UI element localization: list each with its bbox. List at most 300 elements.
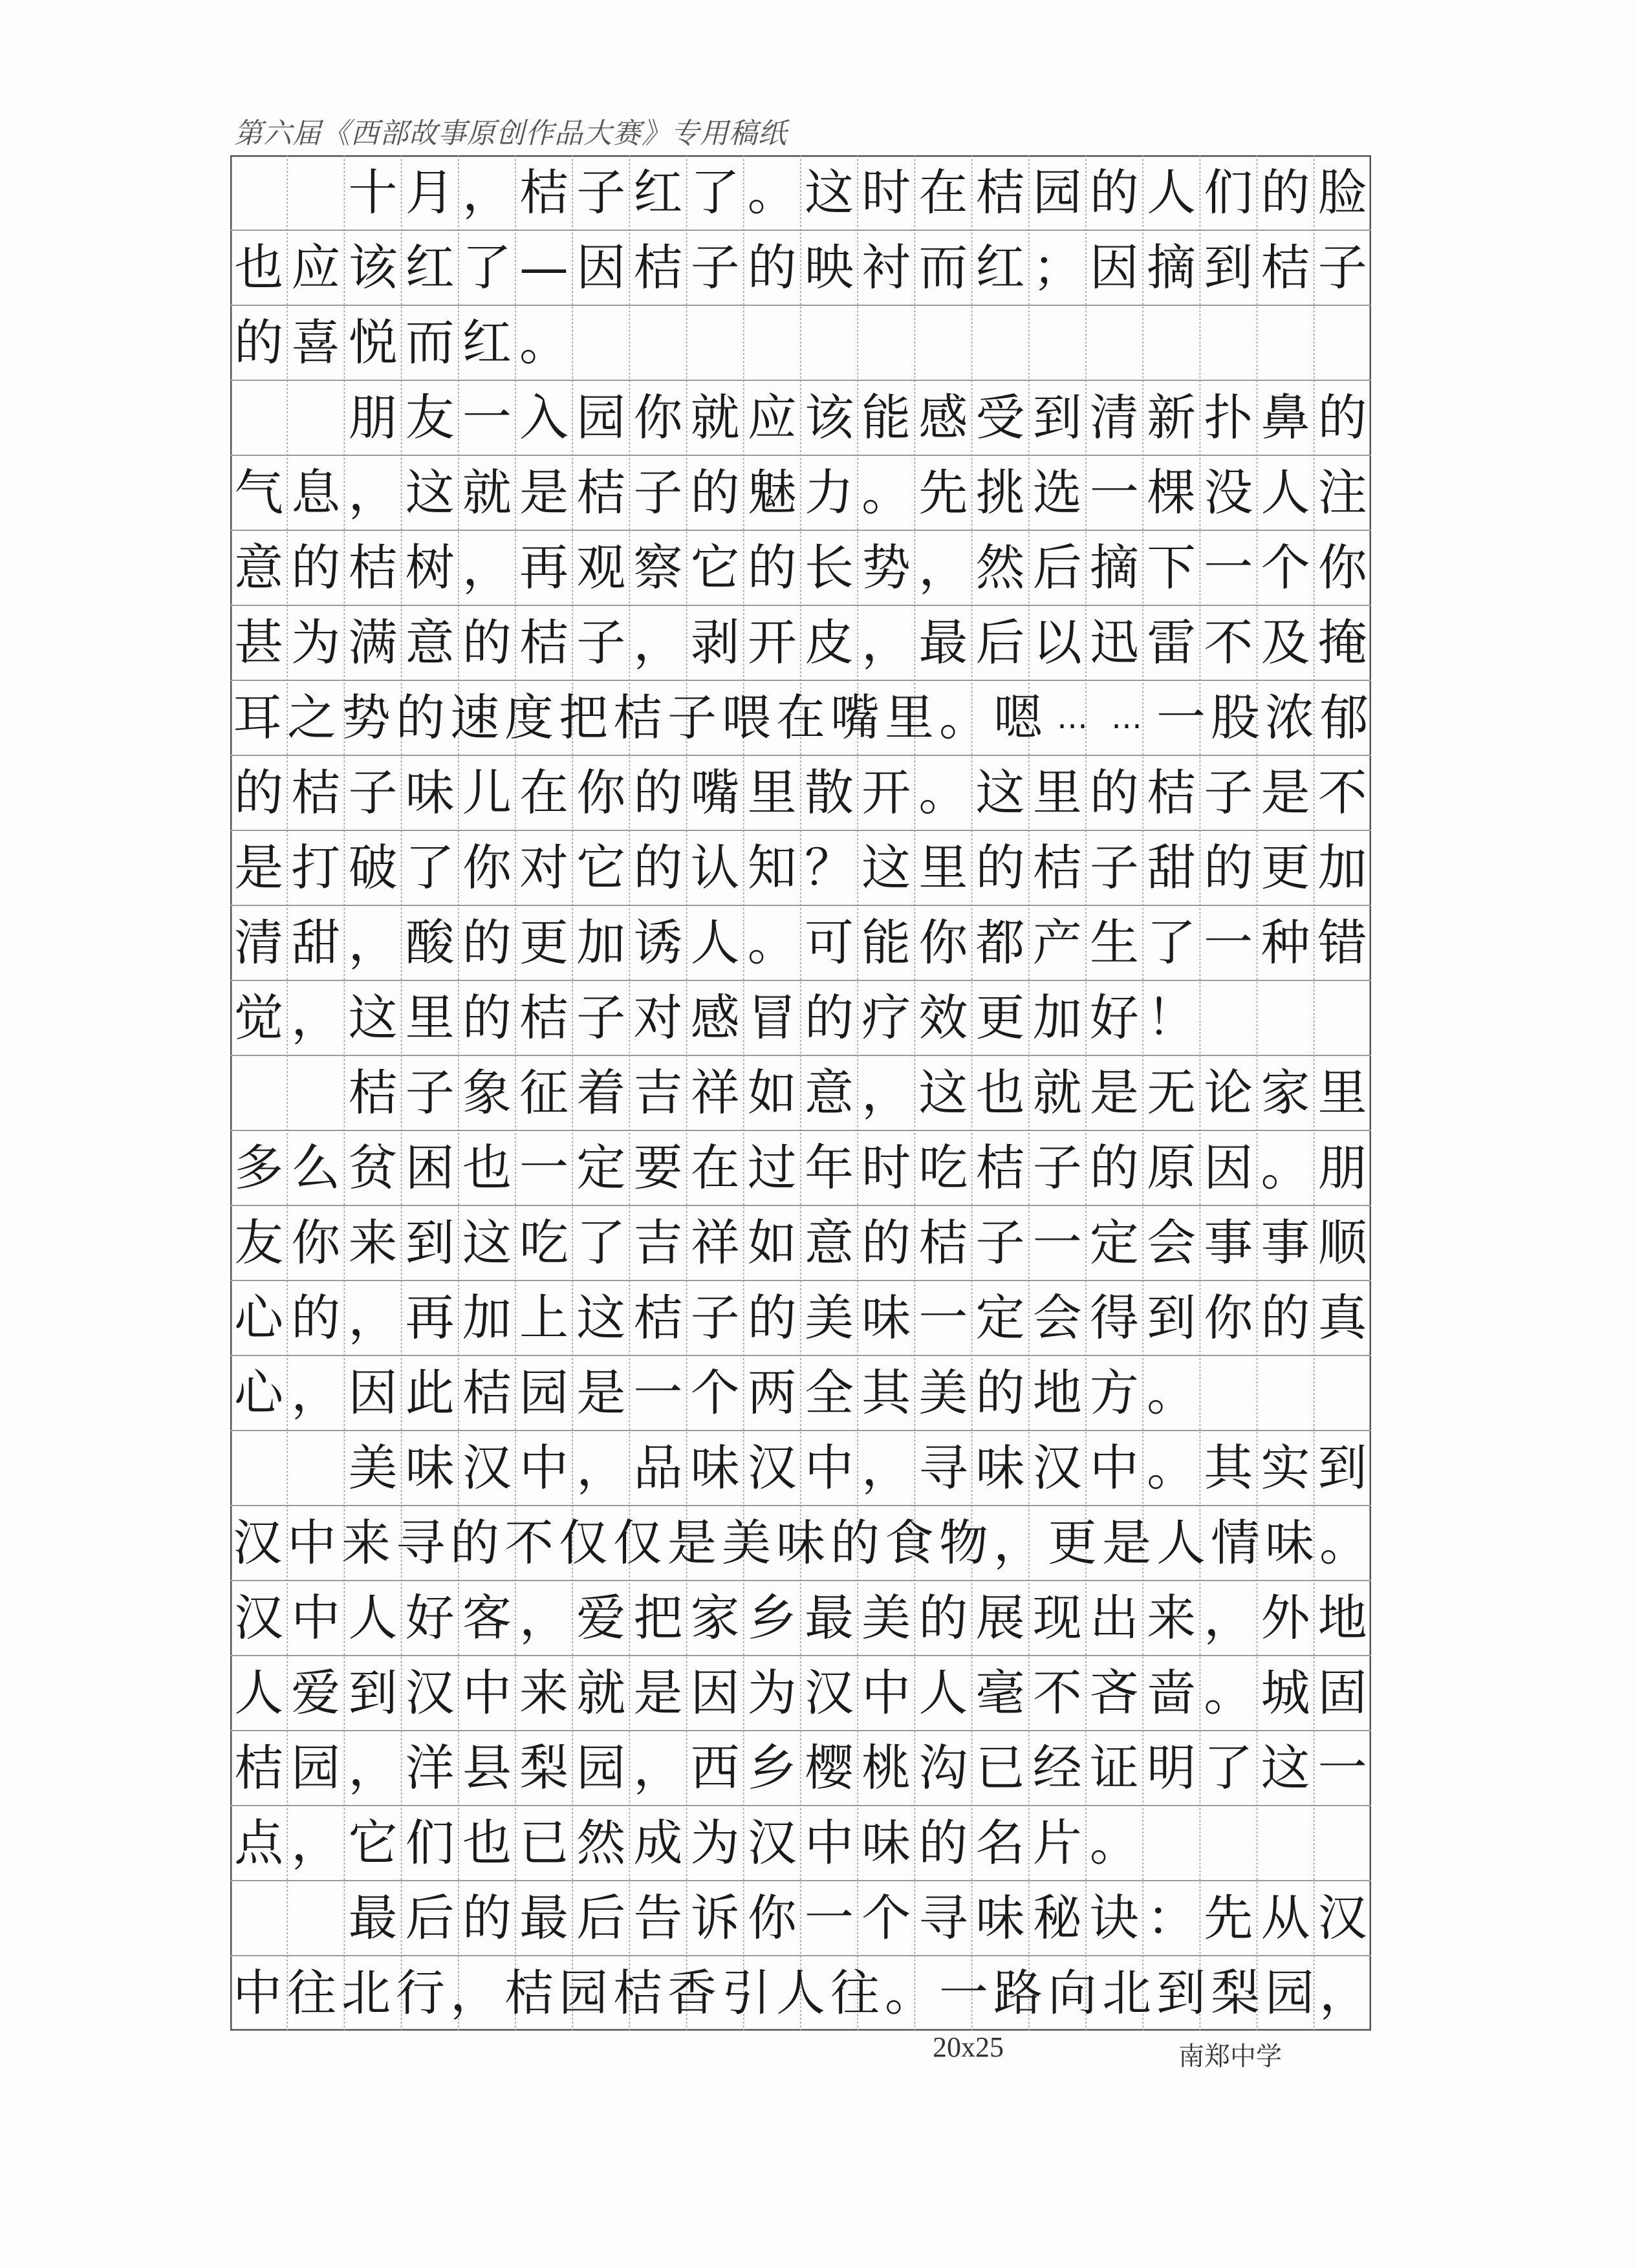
character-cell: 嗯	[993, 689, 1043, 746]
character-cell: 吉	[633, 1214, 683, 1271]
character-cell: 品	[633, 1439, 683, 1496]
character-cell: 成	[633, 1814, 683, 1872]
character-cell: 汉	[1032, 1439, 1082, 1496]
character-cell: 喜	[291, 314, 341, 371]
character-cell: 桔	[519, 614, 569, 671]
writing-grid	[230, 155, 1371, 2031]
character-cell: 你	[576, 764, 626, 821]
character-cell: 后	[1032, 539, 1082, 596]
character-cell: 子	[576, 614, 626, 671]
text-line	[230, 530, 1371, 605]
character-cell: 子	[576, 164, 626, 221]
character-cell: 会	[1147, 1214, 1196, 1271]
character-cell: 就	[690, 389, 740, 446]
character-cell: 仅	[613, 1514, 662, 1571]
character-cell: 展	[975, 1589, 1025, 1647]
character-cell: 点	[234, 1814, 284, 1872]
character-cell: 吝	[1089, 1664, 1139, 1722]
character-cell: 红	[462, 314, 512, 371]
character-cell: 如	[747, 1064, 797, 1121]
character-cell: 象	[462, 1064, 512, 1121]
character-cell: 美	[804, 1289, 854, 1346]
character-cell: 因	[1204, 1139, 1253, 1196]
character-cell: 错	[1317, 914, 1367, 971]
character-cell: 红	[975, 239, 1025, 296]
character-cell: 注	[1317, 464, 1367, 521]
character-cell: ，	[291, 989, 341, 1046]
character-cell: 告	[633, 1889, 683, 1947]
character-cell: 桔	[918, 1214, 968, 1271]
character-cell: 毫	[975, 1664, 1025, 1722]
character-cell: 现	[1032, 1589, 1082, 1647]
character-cell: 汉	[1317, 1889, 1367, 1947]
character-cell: 从	[1261, 1889, 1310, 1947]
character-cell: 。	[885, 1964, 934, 2022]
character-cell: 衬	[861, 239, 911, 296]
character-cell: 其	[1204, 1439, 1253, 1496]
character-cell: ，	[861, 1064, 911, 1121]
character-cell: 子	[576, 989, 626, 1046]
character-cell: 这	[462, 1214, 512, 1271]
character-cell: 的	[747, 239, 797, 296]
character-cell: 的	[1089, 764, 1139, 821]
character-cell: 实	[1261, 1439, 1310, 1496]
character-cell: 桔	[576, 464, 626, 521]
character-cell: 要	[633, 1139, 683, 1196]
character-cell: 桔	[613, 689, 662, 746]
character-cell: 是	[576, 1364, 626, 1421]
character-cell: 。	[918, 764, 968, 821]
text-line	[230, 830, 1371, 905]
character-cell: ；	[1032, 239, 1082, 296]
character-cell: ，	[462, 539, 512, 596]
character-cell: 来	[348, 1214, 398, 1271]
character-cell: 得	[1089, 1289, 1139, 1346]
character-cell: 中	[287, 1514, 336, 1571]
character-cell: 心	[234, 1289, 284, 1346]
character-cell: 子	[633, 464, 683, 521]
character-cell: 因	[690, 1664, 740, 1722]
character-cell: 已	[975, 1739, 1025, 1797]
character-cell: 的	[804, 989, 854, 1046]
character-cell: 桔	[633, 1289, 683, 1346]
character-cell: 个	[690, 1364, 740, 1421]
character-cell: 汉	[234, 1589, 284, 1647]
text-line	[230, 230, 1371, 305]
character-cell: 后	[576, 1889, 626, 1947]
character-cell: 人	[1261, 464, 1310, 521]
character-cell: 的	[690, 464, 740, 521]
character-cell: 剥	[690, 614, 740, 671]
character-cell: 汉	[405, 1664, 455, 1722]
character-cell: 寻	[918, 1439, 968, 1496]
character-cell: 人	[234, 1664, 284, 1722]
character-cell: 了	[1147, 914, 1196, 971]
character-cell: 破	[348, 839, 398, 896]
character-cell: 不	[1317, 764, 1367, 821]
character-cell: 味	[1265, 1514, 1314, 1571]
character-cell: 美	[722, 1514, 771, 1571]
character-cell: 了	[690, 164, 740, 221]
character-cell: 园	[1032, 164, 1082, 221]
character-cell: 棵	[1147, 464, 1196, 521]
character-cell: ，	[861, 614, 911, 671]
character-cell: 仅	[559, 1514, 608, 1571]
character-cell: 选	[1032, 464, 1082, 521]
character-cell: 诱	[633, 914, 683, 971]
character-cell: 的	[291, 1289, 341, 1346]
character-cell: 。	[519, 314, 569, 371]
character-cell: 该	[348, 239, 398, 296]
character-cell: 洋	[405, 1739, 455, 1797]
character-cell: 桃	[861, 1739, 911, 1797]
character-cell: 能	[861, 914, 911, 971]
character-cell	[230, 1431, 287, 1506]
grid-size-label: 20x25	[933, 2031, 1004, 2063]
character-cell: 是	[633, 1664, 683, 1722]
character-cell: 散	[804, 764, 854, 821]
character-cell: 疗	[861, 989, 911, 1046]
character-cell: 更	[975, 989, 1025, 1046]
character-cell: 的	[291, 539, 341, 596]
character-cell: 到	[1156, 1964, 1206, 2022]
character-cell: 这	[804, 164, 854, 221]
character-cell: 园	[1265, 1964, 1314, 2022]
character-cell: 你	[747, 1889, 797, 1947]
character-cell: 清	[1089, 389, 1139, 446]
character-cell: 们	[405, 1814, 455, 1872]
character-cell: 子	[1317, 239, 1367, 296]
character-cell: 这	[861, 839, 911, 896]
character-cell: 吃	[918, 1139, 968, 1196]
character-cell: 觉	[234, 989, 284, 1046]
character-cell: ，	[291, 1364, 341, 1421]
character-cell: 。	[747, 914, 797, 971]
character-cell: 北	[341, 1964, 391, 2022]
character-cell: 股	[1211, 689, 1260, 746]
character-cell: 桔	[462, 1364, 512, 1421]
character-cell: 里	[1032, 764, 1082, 821]
character-cell: 加	[1317, 839, 1367, 896]
character-cell: 的	[633, 839, 683, 896]
character-cell: 的	[918, 1814, 968, 1872]
character-cell: 的	[1204, 839, 1253, 896]
character-cell: 把	[559, 689, 608, 746]
character-cell: 子	[405, 1064, 455, 1121]
character-cell: 在	[776, 689, 825, 746]
character-cell: 全	[804, 1364, 854, 1421]
character-cell: 在	[918, 164, 968, 221]
character-cell: 一	[939, 1964, 988, 2022]
character-cell: 认	[690, 839, 740, 896]
character-cell: 证	[1089, 1739, 1139, 1797]
character-cell: 这	[918, 1064, 968, 1121]
character-cell: 子	[690, 1289, 740, 1346]
character-cell: 其	[861, 1364, 911, 1421]
text-line	[230, 1431, 1371, 1506]
character-cell: 诉	[690, 1889, 740, 1947]
character-cell: 开	[747, 614, 797, 671]
character-cell: 诀	[1089, 1889, 1139, 1947]
character-cell: 县	[462, 1739, 512, 1797]
character-cell: 而	[918, 239, 968, 296]
character-cell: 种	[1261, 914, 1310, 971]
character-cell: 感	[690, 989, 740, 1046]
character-cell: 中	[1089, 1439, 1139, 1496]
character-cell: 应	[747, 389, 797, 446]
character-cell: 人	[1147, 164, 1196, 221]
character-cell: 美	[918, 1364, 968, 1421]
character-cell: 如	[747, 1214, 797, 1271]
character-cell: 生	[1089, 914, 1139, 971]
character-cell: 这	[348, 989, 398, 1046]
character-cell: 。	[1147, 1364, 1196, 1421]
character-cell: 友	[234, 1214, 284, 1271]
character-cell: 的	[462, 614, 512, 671]
character-cell: 摘	[1147, 239, 1196, 296]
text-line	[230, 1656, 1371, 1731]
character-cell: 嘴	[830, 689, 880, 746]
character-cell: 园	[559, 1964, 608, 2022]
character-cell: 不	[1204, 614, 1253, 671]
character-cell: 把	[633, 1589, 683, 1647]
character-cell: 味	[776, 1514, 825, 1571]
character-cell: 摘	[1089, 539, 1139, 596]
character-cell: 的	[234, 314, 284, 371]
character-cell: 樱	[804, 1739, 854, 1797]
character-cell: 顺	[1317, 1214, 1367, 1271]
character-cell: 的	[830, 1514, 880, 1571]
character-cell: ，	[462, 164, 512, 221]
character-cell: 味	[861, 1814, 911, 1872]
character-cell: 行	[396, 1964, 445, 2022]
character-cell: 食	[885, 1514, 934, 1571]
character-cell: 甚	[234, 614, 284, 671]
character-cell: ，	[291, 1814, 341, 1872]
paper-header-title: 第六届《西部故事原创作品大赛》专用稿纸	[234, 117, 787, 150]
character-cell: 你	[918, 914, 968, 971]
character-cell: 。	[939, 689, 988, 746]
character-cell: 了	[576, 1214, 626, 1271]
character-cell: 爱	[576, 1589, 626, 1647]
character-cell: 路	[993, 1964, 1043, 2022]
character-cell: 甜	[291, 914, 341, 971]
character-cell: 这	[1261, 1739, 1310, 1797]
character-cell: 的	[234, 764, 284, 821]
character-cell: 酸	[405, 914, 455, 971]
character-cell	[287, 380, 344, 455]
character-cell: 喂	[722, 689, 771, 746]
text-line	[230, 455, 1371, 530]
character-cell: 定	[1089, 1214, 1139, 1271]
character-cell: 最	[519, 1889, 569, 1947]
character-cell: 儿	[462, 764, 512, 821]
character-cell: 加	[1032, 989, 1082, 1046]
character-cell: 魅	[747, 464, 797, 521]
character-cell: 。	[1319, 1514, 1369, 1571]
character-cell: 一	[1032, 1214, 1082, 1271]
character-cell: 甜	[1147, 839, 1196, 896]
character-cell: 到	[1032, 389, 1082, 446]
character-cell: 中	[462, 1664, 512, 1722]
character-cell: 先	[1204, 1889, 1253, 1947]
character-cell: 耳	[233, 689, 282, 746]
character-cell: 汉	[462, 1439, 512, 1496]
character-cell: ，	[348, 914, 398, 971]
character-cell: 这	[975, 764, 1025, 821]
character-cell: 。	[747, 164, 797, 221]
character-cell: 桔	[348, 539, 398, 596]
character-cell: 桔	[234, 1739, 284, 1797]
character-cell	[287, 1055, 344, 1130]
character-cell: 北	[1102, 1964, 1151, 2022]
character-cell: 美	[861, 1589, 911, 1647]
character-cell: 论	[1204, 1064, 1253, 1121]
character-cell: 挑	[975, 464, 1025, 521]
character-cell: 最	[348, 1889, 398, 1947]
character-cell: 物	[939, 1514, 988, 1571]
text-line	[230, 1581, 1371, 1656]
character-cell: 能	[861, 389, 911, 446]
text-line	[230, 680, 1371, 755]
text-line	[230, 155, 1371, 230]
character-cell: 清	[234, 914, 284, 971]
character-cell: 的	[975, 839, 1025, 896]
character-cell: ，	[576, 1439, 626, 1496]
character-cell: 意	[405, 614, 455, 671]
character-cell: 的	[462, 914, 512, 971]
character-cell: 桔	[613, 1964, 662, 2022]
character-cell: 冒	[747, 989, 797, 1046]
character-cell	[287, 155, 344, 230]
character-cell: 没	[1204, 464, 1253, 521]
character-cell: ，	[348, 1289, 398, 1346]
character-cell: 及	[1261, 614, 1310, 671]
character-cell: 梨	[1211, 1964, 1260, 2022]
character-cell: 往	[287, 1964, 336, 2022]
character-cell: 一	[1204, 914, 1253, 971]
character-cell: 事	[1204, 1214, 1253, 1271]
character-cell: 汉	[747, 1439, 797, 1496]
character-cell: 方	[1089, 1364, 1139, 1421]
character-cell: 梨	[519, 1739, 569, 1797]
character-cell: 里	[885, 689, 934, 746]
character-cell: ，	[348, 1739, 398, 1797]
character-cell: 桔	[1261, 239, 1310, 296]
character-cell: 为	[747, 1664, 797, 1722]
character-cell: 的	[975, 1364, 1025, 1421]
character-cell: 桔	[348, 1064, 398, 1121]
character-cell: 定	[975, 1289, 1025, 1346]
character-cell: 察	[633, 539, 683, 596]
character-cell: 朋	[1317, 1139, 1367, 1196]
character-cell: 速	[450, 689, 499, 746]
character-cell: 会	[1032, 1289, 1082, 1346]
character-cell: 着	[576, 1064, 626, 1121]
character-cell: 味	[690, 1439, 740, 1496]
character-cell: 的	[1317, 389, 1367, 446]
character-cell: 园	[291, 1739, 341, 1797]
character-cell: 树	[405, 539, 455, 596]
character-cell: 后	[405, 1889, 455, 1947]
character-cell: 多	[234, 1139, 284, 1196]
character-cell: 也	[462, 1139, 512, 1196]
character-cell: 片	[1032, 1814, 1082, 1872]
character-cell: 味	[975, 1889, 1025, 1947]
character-cell: 。	[861, 464, 911, 521]
character-cell: 定	[576, 1139, 626, 1196]
character-cell: 就	[462, 464, 512, 521]
character-cell: ，	[348, 464, 398, 521]
character-cell: 园	[576, 389, 626, 446]
character-cell: 过	[747, 1139, 797, 1196]
character-cell: 鼻	[1261, 389, 1310, 446]
character-cell: 开	[861, 764, 911, 821]
character-cell: 乡	[747, 1739, 797, 1797]
character-cell: 郁	[1319, 689, 1369, 746]
character-cell: 到	[1317, 1439, 1367, 1496]
character-cell: 个	[1261, 539, 1310, 596]
character-cell: 客	[462, 1589, 512, 1647]
character-cell: 桔	[504, 1964, 554, 2022]
character-cell: 十	[348, 164, 398, 221]
character-cell: 因	[348, 1364, 398, 1421]
character-cell: 度	[504, 689, 554, 746]
text-line	[230, 755, 1371, 830]
character-cell: 的	[633, 764, 683, 821]
text-line	[230, 1506, 1371, 1581]
character-cell: 一	[804, 1889, 854, 1947]
character-cell: 然	[975, 539, 1025, 596]
character-cell: 年	[804, 1139, 854, 1196]
character-cell	[287, 1431, 344, 1506]
character-cell: 中	[519, 1439, 569, 1496]
character-cell: 个	[861, 1889, 911, 1947]
character-cell: 知	[747, 839, 797, 896]
character-cell: ，	[918, 539, 968, 596]
character-cell: 味	[975, 1439, 1025, 1496]
character-cell: 你	[633, 389, 683, 446]
character-cell: 子	[1204, 764, 1253, 821]
character-cell: 为	[690, 1814, 740, 1872]
character-cell: 更	[519, 914, 569, 971]
character-cell: 的	[462, 989, 512, 1046]
character-cell: ？	[804, 839, 854, 896]
character-cell: 中	[804, 1814, 854, 1872]
character-cell: ，	[861, 1439, 911, 1496]
character-cell: 来	[341, 1514, 391, 1571]
character-cell: ，	[450, 1964, 499, 2022]
character-cell: 是	[1089, 1064, 1139, 1121]
character-cell: 家	[690, 1589, 740, 1647]
character-cell: 意	[234, 539, 284, 596]
character-cell: 雷	[1147, 614, 1196, 671]
character-cell: 来	[1147, 1589, 1196, 1647]
character-cell: 的	[1089, 164, 1139, 221]
character-cell: 了	[1204, 1739, 1253, 1797]
character-cell: 后	[975, 614, 1025, 671]
character-cell: 不	[1032, 1664, 1082, 1722]
character-cell: 的	[450, 1514, 499, 1571]
character-cell: 中	[291, 1589, 341, 1647]
character-cell: 脸	[1317, 164, 1367, 221]
character-cell: 效	[918, 989, 968, 1046]
character-cell: 汉	[233, 1514, 282, 1571]
text-line	[230, 1731, 1371, 1806]
character-cell: 原	[1147, 1139, 1196, 1196]
text-line	[230, 1130, 1371, 1205]
character-cell: 中	[804, 1439, 854, 1496]
